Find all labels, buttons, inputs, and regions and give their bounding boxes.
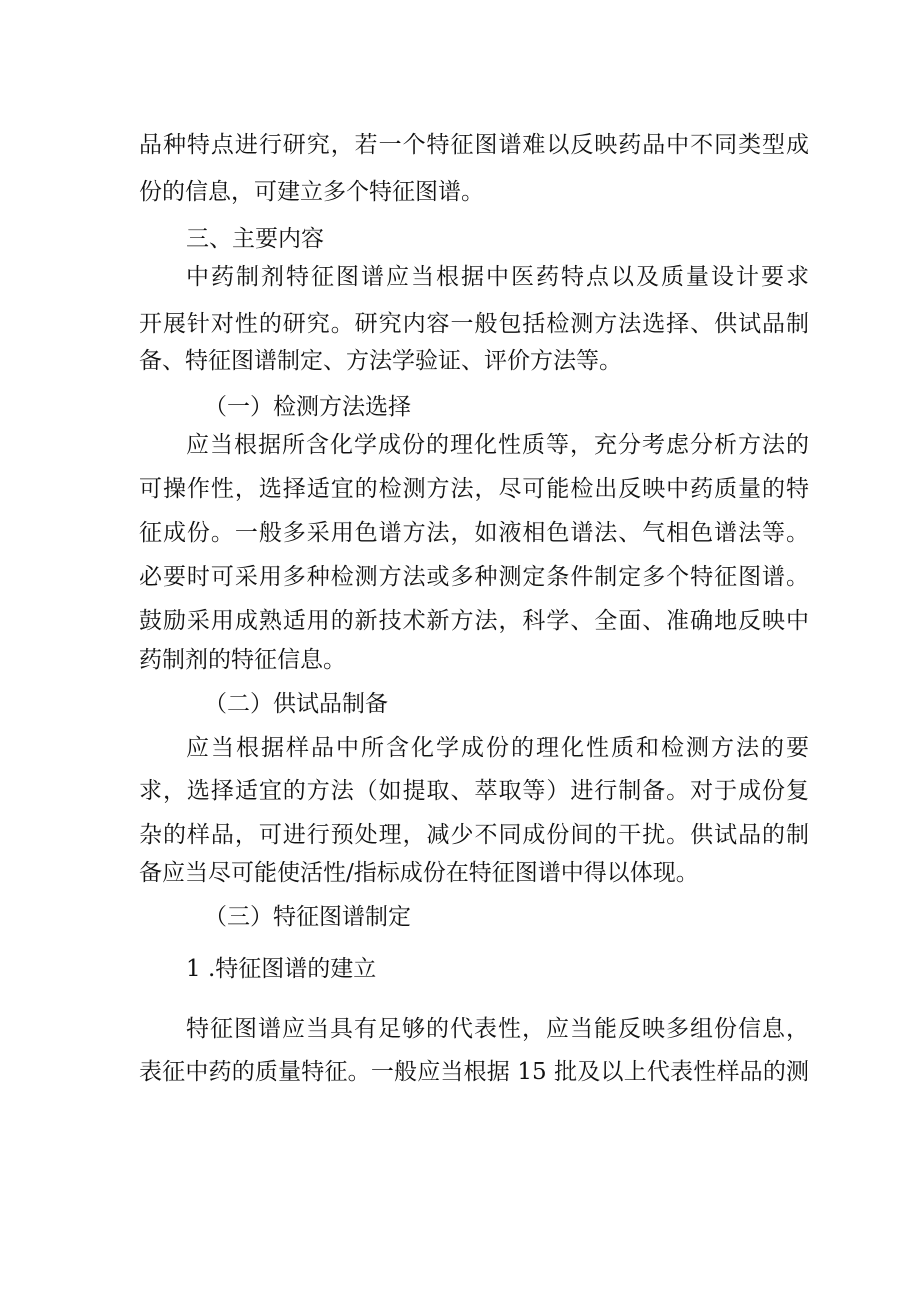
subsection-heading-sample-preparation: （二）供试品制备	[204, 691, 388, 717]
sub1-para-line-6: 药制剂的特征信息。	[139, 647, 346, 673]
sub2-para-line-4: 备应当尽可能使活性/指标成份在特征图谱中得以体现。	[139, 860, 699, 886]
item1-para-line-1: 特征图谱应当具有足够的代表性，应当能反映多组份信息，	[186, 1016, 809, 1042]
sub2-para-line-1: 应当根据样品中所含化学成份的理化性质和检测方法的要	[186, 735, 809, 761]
item-heading-fingerprint-establishment: 1 .特征图谱的建立	[186, 956, 377, 982]
subsection-heading-fingerprint-formulation: （三）特征图谱制定	[204, 904, 411, 930]
sub1-para-line-5: 鼓励采用成熟适用的新技术新方法，科学、全面、准确地反映中	[139, 608, 809, 634]
section3-para-line-3: 备、特征图谱制定、方法学验证、评价方法等。	[139, 348, 622, 374]
sub1-para-line-2: 可操作性，选择适宜的检测方法，尽可能检出反映中药质量的特	[139, 476, 809, 502]
intro-line-2: 份的信息，可建立多个特征图谱。	[139, 179, 484, 205]
intro-line-1: 品种特点进行研究，若一个特征图谱难以反映药品中不同类型成	[139, 132, 809, 158]
section3-para-line-2: 开展针对性的研究。研究内容一般包括检测方法选择、供试品制	[139, 311, 809, 337]
sub1-para-line-3: 征成份。一般多采用色谱方法，如液相色谱法、气相色谱法等。	[139, 520, 809, 546]
sub2-para-line-3: 杂的样品，可进行预处理，减少不同成份间的干扰。供试品的制	[139, 822, 809, 848]
sub1-para-line-4: 必要时可采用多种检测方法或多种测定条件制定多个特征图谱。	[139, 564, 809, 590]
sub1-para-line-1: 应当根据所含化学成份的理化性质等，充分考虑分析方法的	[186, 432, 809, 458]
item1-para-line-2: 表征中药的质量特征。一般应当根据 15 批及以上代表性样品的测	[139, 1059, 809, 1085]
sub2-para-line-2: 求，选择适宜的方法（如提取、萃取等）进行制备。对于成份复	[139, 778, 809, 804]
subsection-heading-detection-method: （一）检测方法选择	[204, 394, 411, 420]
section3-para-line-1: 中药制剂特征图谱应当根据中医药特点以及质量设计要求	[186, 264, 809, 290]
section-heading-main-content: 三、主要内容	[186, 226, 324, 252]
